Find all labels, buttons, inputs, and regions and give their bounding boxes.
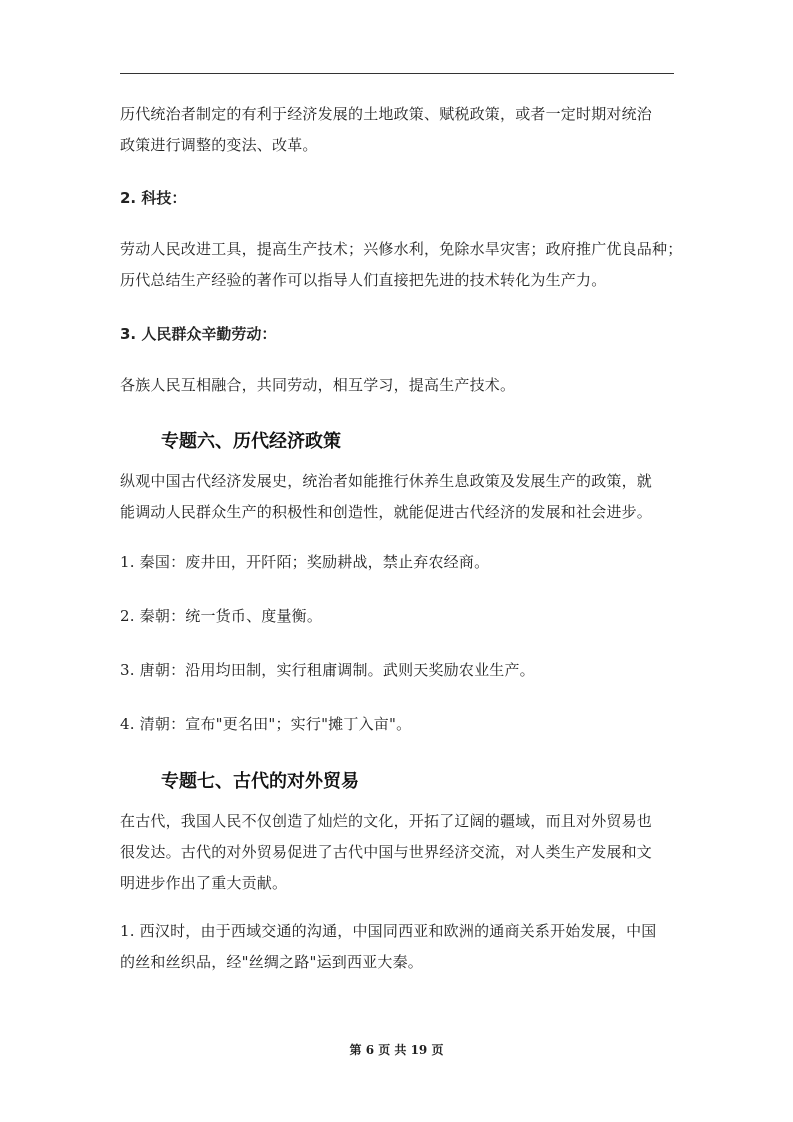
paragraph-trade-intro	[120, 806, 676, 899]
section-title-economic-policy: 专题六、历代经济政策	[161, 431, 341, 452]
section-title-foreign-trade: 专题七、古代的对外贸易	[161, 771, 359, 792]
paragraph-line: 政策进行调整的变法、改革。	[120, 136, 318, 154]
list-item-qin-dynasty: 2. 秦朝：统一货币、度量衡。	[120, 607, 323, 625]
paragraph-line: 劳动人民改进工具，提高生产技术；兴修水利，免除水旱灾害；政府推广优良品种；	[120, 240, 683, 258]
paragraph-line: 在古代，我国人民不仅创造了灿烂的文化，开拓了辽阔的疆域，而且对外贸易也	[120, 812, 653, 830]
paragraph-line: 历代统治者制定的有利于经济发展的土地政策、赋税政策，或者一定时期对统治	[120, 105, 653, 123]
list-item-qin-state: 1. 秦国：废井田，开阡陌；奖励耕战，禁止弃农经商。	[120, 553, 490, 571]
paragraph-line: 1. 西汉时，由于西域交通的沟通，中国同西亚和欧洲的通商关系开始发展，中国	[120, 922, 657, 940]
paragraph-line: 的丝和丝织品，经"丝绸之路"运到西亚大秦。	[120, 953, 424, 971]
paragraph-line: 明进步作出了重大贡献。	[120, 874, 288, 892]
page-number-footer: 第 6 页 共 19 页	[349, 1043, 444, 1057]
paragraph-technology	[120, 234, 683, 296]
paragraph-policy	[120, 99, 676, 161]
list-item-western-han	[120, 916, 676, 978]
paragraph-economic-intro	[120, 466, 676, 528]
paragraph-line: 很发达。古代的对外贸易促进了古代中国与世界经济交流，对人类生产发展和文	[120, 843, 653, 861]
header-rule	[120, 73, 674, 74]
list-item-qing-dynasty: 4. 清朝：宣布"更名田"；实行"摊丁入亩"。	[120, 715, 412, 733]
list-item-tang-dynasty: 3. 唐朝：沿用均田制，实行租庸调制。武则天奖励农业生产。	[120, 661, 535, 679]
paragraph-line: 历代总结生产经验的著作可以指导人们直接把先进的技术转化为生产力。	[120, 271, 607, 289]
paragraph-line: 能调动人民群众生产的积极性和创造性，就能促进古代经济的发展和社会进步。	[120, 503, 653, 521]
paragraph-labor: 各族人民互相融合，共同劳动，相互学习，提高生产技术。	[120, 376, 516, 394]
subheading-technology: 2. 科技：	[120, 189, 187, 207]
subheading-labor: 3. 人民群众辛勤劳动：	[120, 325, 277, 343]
paragraph-line: 纵观中国古代经济发展史，统治者如能推行休养生息政策及发展生产的政策，就	[120, 472, 653, 490]
